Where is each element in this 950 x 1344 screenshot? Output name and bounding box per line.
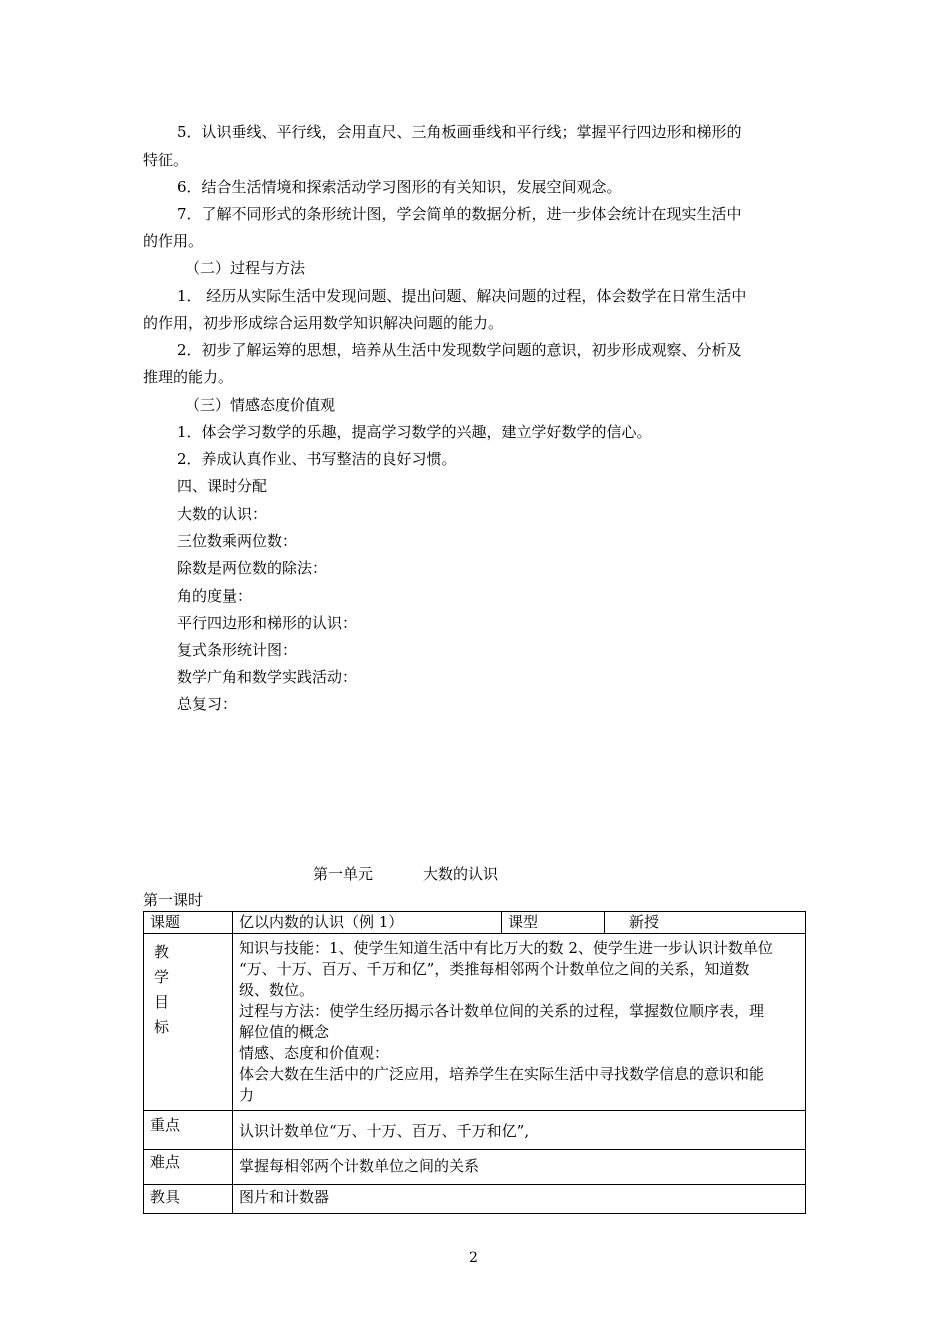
unit-title [313,863,498,884]
table-row [144,912,806,934]
unit-name: 大数的认识 [423,865,499,883]
table-row [144,934,806,1111]
topic-value: 亿以内数的认识（例 1） [233,912,502,934]
objective-5-line-2: 特征。 [143,151,189,169]
table-row [144,1150,806,1185]
objective-5-line-1: 5．认识垂线、平行线，会用直尺、三角板画垂线和平行线；掌握平行四边形和梯形的 [177,123,742,141]
goals-label-char: 标 [154,1018,170,1036]
schedule-item: 大数的认识： [177,505,268,523]
goals-label [144,934,233,1111]
goals-line: 过程与方法：使学生经历揭示各计数单位间的关系的过程，掌握数位顺序表，理 [239,1002,765,1020]
goals-line: 知识与技能：1、使学生知道生活中有比万大的数 2、使学生进一步认识计数单位 [239,939,773,957]
process-item-2-line-1: 2．初步了解运筹的思想，培养从生活中发现数学问题的意识，初步形成观察、分析及 [177,341,742,359]
objective-7-line-1: 7．了解不同形式的条形统计图，学会简单的数据分析，进一步体会统计在现实生活中 [177,205,742,223]
goals-line: 解位值的概念 [239,1023,330,1041]
tools-value: 图片和计数器 [233,1185,806,1214]
goals-line: “万、十万、百万、千万和亿”，类推每相邻两个计数单位之间的关系，知道数 [239,960,750,978]
key-label: 重点 [144,1111,233,1150]
objective-7-line-2: 的作用。 [143,232,204,250]
goals-label-char: 目 [154,993,170,1011]
process-item-1-line-2: 的作用，初步形成综合运用数学知识解决问题的能力。 [143,314,504,332]
difficulty-value: 掌握每相邻两个计数单位之间的关系 [233,1150,806,1185]
unit-number: 第一单元 [313,865,374,883]
emotion-item-2: 2．养成认真作业、书写整洁的良好习惯。 [177,450,457,468]
schedule-item: 总复习： [177,695,238,713]
process-item-2-line-2: 推理的能力。 [143,368,234,386]
goals-label-char: 学 [154,968,170,986]
tools-label: 教具 [144,1185,233,1214]
schedule-heading: 四、课时分配 [177,477,268,495]
emotion-values-heading: （三）情感态度价值观 [185,396,336,414]
process-item-1-line-1: 1． 经历从实际生活中发现问题、提出问题、解决问题的过程，体会数学在日常生活中 [177,287,747,305]
table-row [144,1111,806,1150]
goals-content [233,934,806,1111]
lesson-plan-table [143,911,806,1214]
schedule-item: 数学广角和数学实践活动： [177,668,358,686]
emotion-item-1: 1．体会学习数学的乐趣，提高学习数学的兴趣，建立学好数学的信心。 [177,423,652,441]
table-row [144,1185,806,1214]
goals-line: 情感、态度和价值观： [239,1044,390,1062]
goals-line: 体会大数在生活中的广泛应用，培养学生在实际生活中寻找数学信息的意识和能 [239,1065,765,1083]
objective-6: 6．结合生活情境和探索活动学习图形的有关知识，发展空间观念。 [177,178,622,196]
type-value: 新授 [605,912,806,934]
schedule-item: 除数是两位数的除法： [177,559,328,577]
goals-line: 级、数位。 [239,981,315,999]
schedule-item: 角的度量： [177,587,253,605]
page-number: 2 [469,1250,478,1266]
process-methods-heading: （二）过程与方法 [185,259,306,277]
difficulty-label: 难点 [144,1150,233,1185]
goals-line: 力 [239,1086,255,1104]
goals-label-char: 教 [154,943,170,961]
schedule-item: 三位数乘两位数： [177,532,298,550]
topic-label: 课题 [144,912,233,934]
lesson-label: 第一课时 [143,891,204,909]
type-label: 课型 [502,912,605,934]
schedule-item: 复式条形统计图： [177,641,298,659]
key-value: 认识计数单位“万、十万、百万、千万和亿”, [233,1111,806,1150]
schedule-item: 平行四边形和梯形的认识： [177,614,358,632]
